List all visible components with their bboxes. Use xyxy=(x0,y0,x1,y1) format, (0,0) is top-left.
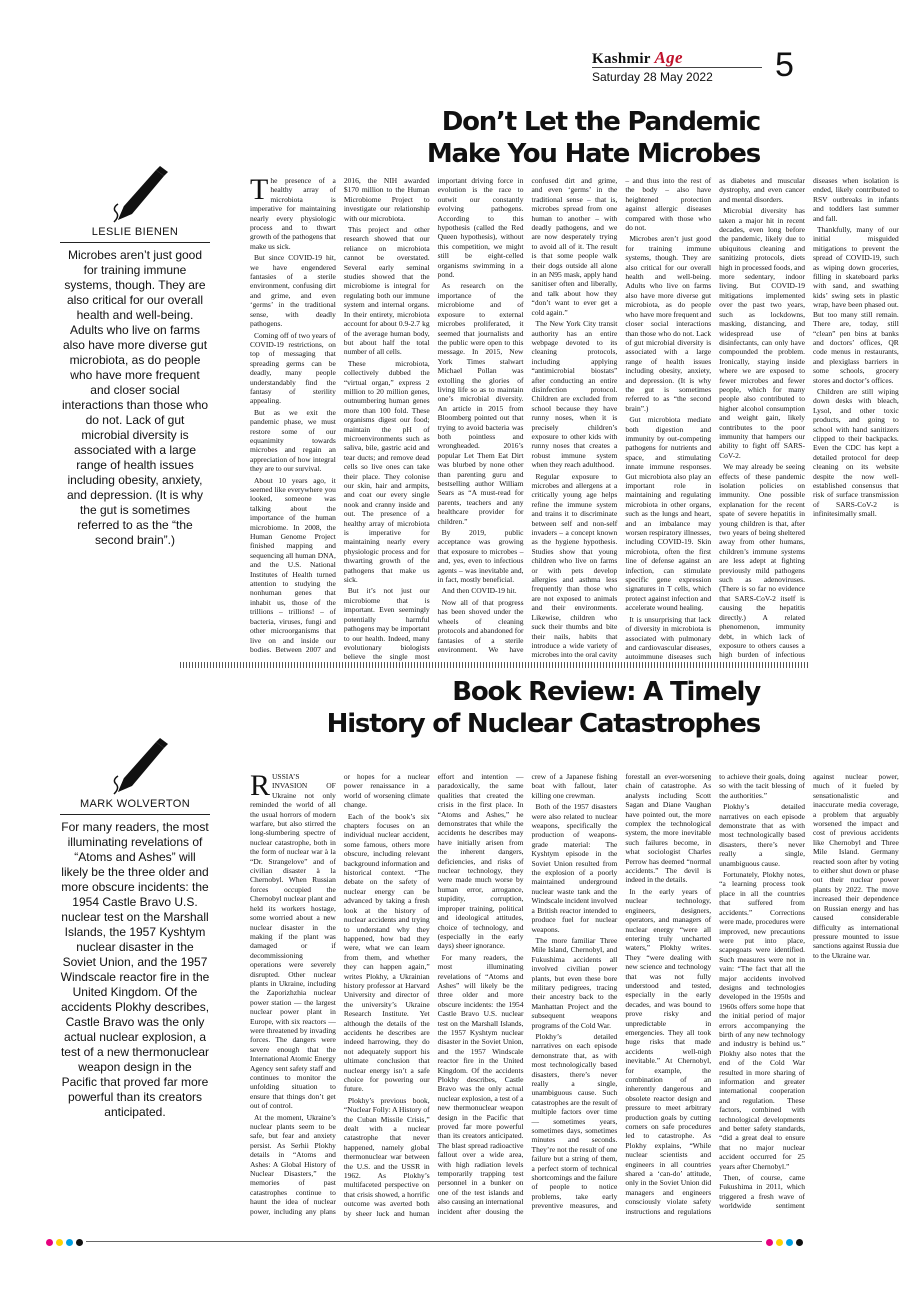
article2-headline-line1: Book Review: A Timely xyxy=(452,677,760,707)
body-paragraph: Children are still wiping down desks with bleach, Lysol, and other toxic products, and going to school with hand sanitizers clipped to their backpacks. Even the CDC has kept a detailed protocol for deep cleaning on its website despite the now well-established consensus that risk of surface transmission of SARS-CoV-2 is infinitesimally small. xyxy=(812,386,899,519)
article2-author-rule xyxy=(60,814,210,815)
article2-body xyxy=(250,769,899,1220)
body-paragraph: This project and other research showed that our reliance on microbiota cannot be overstated. Several early seminal studies showed that the microbiome is integral for regulating both our immune system and internal organs. In their entirety, microbiota account for about 0.9-2.7 kg of the average human body, but about half the total number of all cells. xyxy=(343,225,430,357)
color-dot xyxy=(56,1239,63,1246)
body-paragraph: Both of the 1957 disasters were also related to nuclear weapons, specifically the production of weapons-grade material: The Kyshtym episode in the Soviet Union resulted from the explosion of a poorly maintained underground nuclear waste tank and the Windscale incident involved a British reactor intended to produce fuel for nuclear weapons. xyxy=(531,802,618,934)
body-paragraph: Microbial diversity has taken a major hit in recent decades, even long before the pandemic, likely due to ubiquitous cleaning and sanitizing protocols, diets high in processed foods, and more sedentary, indoor living. But COVID-19 mitigations implemented over the past two years, such as lockdowns, masking, distancing, and widespread use of disinfectants, can only have compounded the problem. Ironically, staying inside where we are exposed to fewer microbes and fewer people, which for many people also contributed to higher alcohol consumption and weight gain, likely contributes to the poor immunity that hampers our ability to fight off SARS-CoV-2. xyxy=(719,206,805,460)
article2-author: MARK WOLVERTON xyxy=(79,798,191,810)
masthead xyxy=(592,48,802,84)
body-paragraph: The more familiar Three Mile Island, Chernobyl, and Fukushima accidents all involved civilian power plants, but even these bore military pedigrees, tracing their ancestry back to the Manhattan Project and the subsequent weapons programs of the Cold War. xyxy=(531,935,618,1030)
footer-rule xyxy=(86,1241,762,1242)
color-dot xyxy=(766,1239,773,1246)
body-paragraph: But it’s not just our microbiome that is important. Even seemingly potentially harmful pathogens may be important to our health. Indeed, many evolutionary biologists believe the single most important driving force in evolution is the race to outwit our constantly evolving pathogens. According to this hypothesis (called the Red Queen hypothesis), without this competition, we might still be eight-celled organisms swimming in a pond. xyxy=(343,176,524,662)
body-paragraph: Microbes aren’t just good for training immune systems, though. They are also critical for our overall health and well-being. Adults who live on farms also have more diverse gut microbiota, as do people who have more frequent and closer social interactions than those who do not. Lack of gut microbial diversity is associated with a large range of health issues including obesity, anxiety, and depression. (It is why the gut is sometimes referred to as “the second brain”.) xyxy=(625,234,712,413)
color-dot xyxy=(786,1239,793,1246)
article2-headline xyxy=(240,676,760,740)
article1-headline-line2: Make You Hate Microbes xyxy=(426,139,760,169)
body-paragraph: But as we exit the pandemic phase, we must restore some of our equanimity towards microbes and regain an appreciation of how integral they are to our survival. xyxy=(250,407,336,474)
article1-headline-line1: Don’t Let the Pandemic xyxy=(441,107,760,137)
body-paragraph: By 2019, public acceptance was growing that exposure to microbes – and, yes, even to infectious agents – was inevitable and, in fact, mostly beneficial. xyxy=(437,528,524,585)
color-dot xyxy=(776,1239,783,1246)
article1-author-rule xyxy=(60,242,210,243)
body-paragraph: Plokhy’s detailed narratives on each episode demonstrate that, as with most technologically based disasters, there’s never really a single, unambiguous cause. Such catastrophes are the result of multiple factors over time — sometimes years, sometimes days, sometimes minutes and seconds. They’re not the result of one failure but a string of them, a perfect storm of technical shortcomings and the failure of people to notice problems, take early preventive measures, and forestall an ever-worsening chain of catastrophe. As analysts including Scott Sagan and Diane Vaughan have pointed out, the more complex the technological system, the more inevitable such failures become, in what sociologist Charles Perrow has deemed “normal accidents.” The devil is indeed in the details. xyxy=(531,772,712,1211)
brand-main: Kashmir xyxy=(592,51,655,67)
article1-headline xyxy=(240,106,760,170)
section-divider xyxy=(180,662,808,668)
body-paragraph: We may already be seeing effects of these pandemic isolation policies on immunity. One possible explanation for the recent spate of severe hepatitis in young children is that, after two years of being sheltered away from other humans, children’s immune systems are less adept at fighting previously mild pathogens such as adenoviruses. (There is so far no evidence that SARS-CoV-2 itself is causing the hepatitis directly.) A related phenomenon, immunity debt, in which lack of exposure to others causes a high burden of infectious diseases when isolation is ended, likely contributed to RSV outbreaks in infants and toddlers last summer and fall. xyxy=(719,176,899,660)
body-paragraph: Gut microbiota mediate both digestion and immunity by out-competing pathogens for nutrients and space, and stimulating innate immune responses. Gut microbiota also play an important role in maintaining and regulating microbiota in other organs, such as the lungs and heart, and an imbalance may worsen respiratory illnesses, including COVID-19. Skin microbiota, often the first line of defense against an infection, can stimulate specific gene expression signatures in T cells, which protect against infection and accelerate wound healing. xyxy=(625,415,712,613)
body-paragraph: It is unsurprising that lack of diversity in microbiota is associated with pulmonary and cardiovascular diseases, autoimmune diseases such as diabetes and muscular dystrophy, and even cancer and mental disorders. xyxy=(625,176,805,662)
color-dot xyxy=(46,1239,53,1246)
page-number: 5 xyxy=(775,46,794,84)
body-paragraph: Fortunately, Plokhy notes, “a learning process took place in all the countries that suffered from accidents.” Corrections were made, procedures were improved, new precautions were put into place, scapegoats were identified. Such measures were not in vain: “The fact that all the major accidents involved designs and technologies developed in the 1950s and 1960s offers some hope that the initial period of major errors accompanying the birth of any new technology and industry is behind us.” Plokhy also notes that the end of the Cold War resulted in more sharing of information and greater international cooperation and regulation. These factors, combined with technological developments and better safety standards, “did a great deal to ensure that no major nuclear accident occurred for 25 years after Chernobyl.” xyxy=(719,870,805,1171)
body-paragraph: These microbiota, collectively dubbed the “virtual organ,” express 2 million to 20 million genes, outnumbering human genes more than 100 fold. These organisms digest our food; maintain the pH of microenvironments such as saliva, bile, gastric acid and tear ducts; and remove dead cells so live ones can take their place. They colonise our skin, hair and armpits, and coat our every single nook and cranny inside and out. The presence of a healthy array of microbiota is imperative for maintaining nearly every physiologic process and for thwarting growth of the pathogens that make us sick. xyxy=(343,358,430,585)
article2-pull-quote: For many readers, the most illuminating revelations of “Atoms and Ashes” will likely be the three older and more obscure incidents: the 1954 Castle Bravo U.S. nuclear test on the Marshall Islands, the 1957 Kyshtym nuclear disaster in the Soviet Union, and the 1957 Windscale reactor fire in the United Kingdom. Of the accidents Plokhy describes, Castle Bravo was the only actual nuclear explosion, a test of a new thermonuclear weapon design in the Pacific that proved far more powerful than its creators anticipated. xyxy=(60,820,210,1119)
pen-icon xyxy=(110,162,170,224)
body-paragraph: Coming off of two years of COVID-19 restrictions, on top of messaging that spreading germs can be deadly, many people understandably find the fantasy of sterility appealing. xyxy=(250,330,336,406)
newspaper-name xyxy=(592,48,683,68)
color-dot xyxy=(66,1239,73,1246)
issue-date: Saturday 28 May 2022 xyxy=(592,70,713,84)
body-paragraph: At the moment, Ukraine’s nuclear plants seem to be safe, but fear and anxiety persist. As Serhii Plokhy details in “Atoms and Ashes: A Global History of Nuclear Disasters,” the memories of past catastrophes continue to haunt the idea of nuclear power, including any plans or hopes for a nuclear power renaissance in a world of worsening climate change. xyxy=(250,772,430,1216)
body-paragraph: Now all of that progress has been shoved under the wheels of cleaning protocols and abandoned for fantasies of a sterile environment. We have confused dirt and grime, and even ‘germs’ in the traditional sense – that is, microbes spread from one human to another – with deadly pathogens, and we are now desperately trying to avoid all of it. The result is that some people walk their dogs outside all alone in an N95 mask, apply hand sanitiser often and liberally, and talk about how they “don’t want to ever get a cold again.” xyxy=(437,176,618,654)
color-dot xyxy=(796,1239,803,1246)
body-paragraph: The presence of a healthy array of microbiota is imperative for maintaining nearly every physiologic process and to thwart growth of the pathogens that make us sick. xyxy=(250,173,336,251)
pen-icon xyxy=(110,734,170,796)
body-paragraph: Plokhy’s detailed narratives on each episode demonstrate that as with most technologically based disasters, there’s never really a single, unambiguous cause. xyxy=(719,802,805,868)
body-paragraph: Then, of course, came Fukushima in 2011, which triggered a fresh wave of worldwide sentiment against nuclear power, much of it fueled by sensationalistic and inaccurate media coverage, a problem that arguably worsened the impact and cost of previous accidents like Chernobyl and Three Mile Island. Germany reacted soon after by voting to either shut down or phase out their nuclear power plants by 2022. The move increased their dependence on Russian energy and has caused considerable difficulty as international pressure mounted to issue sanctions against Russia due to the Ukraine war. xyxy=(719,772,899,1211)
color-registration-dots-right xyxy=(766,1238,803,1246)
article1-body xyxy=(250,173,899,662)
body-paragraph: And then COVID-19 hit. xyxy=(441,586,517,596)
article1-author: LESLIE BIENEN xyxy=(91,226,179,238)
article1-pull-quote: Microbes aren’t just good for training immune systems, though. They are also critical for our overall health and well-being. Adults who live on farms also have more diverse gut microbiota, as do people who have more frequent and closer social interactions than those who do not. Lack of gut microbial diversity is associated with a large range of health issues including obesity, anxiety, and depression. (It is why the gut is sometimes referred to as the “the second brain”.) xyxy=(61,248,209,547)
color-dot xyxy=(76,1239,83,1246)
body-paragraph: About 10 years ago, it seemed like everywhere you looked, someone was talking about the importance of the human microbiome. In 2008, the Human Genome Project finished mapping and sequencing all human DNA, and the U.S. National Institutes of Health turned attention to studying the nonhuman genes that inhabit us, those of the trillions – trillions! – of bacteria, viruses, fungi and other microorganisms that live on and inside our bodies. Between 2007 and 2016, the NIH awarded $170 million to the Human Microbiome Project to investigate our relationship with our microbiota. xyxy=(250,176,430,654)
article2-headline-line2: History of Nuclear Catastrophes xyxy=(326,709,760,739)
masthead-rule xyxy=(592,67,762,68)
brand-accent: Age xyxy=(654,48,683,67)
body-paragraph: As research on the importance of the microbiome and of exposure to external microbes proliferated, it seemed that journalists and the public were open to this message. In 2015, New York Times stalwart Michael Pollan was extolling the glories of living life so as to maintain one’s microbial diversity. An article in 2015 from Bloomberg pointed out that trying to avoid bacteria was both pointless and wrongheaded. 2016’s popular Let Them Eat Dirt was blurbed by none other than parenting guru and bestselling author William Sears as “A must-read for parents, teachers and any healthcare provider for children.” xyxy=(437,281,524,526)
body-paragraph: But since COVID-19 hit, we have engendered fantasies of a sterile environment, confusing dirt and grime, and even ‘germs’ in the traditional sense, with deadly pathogens. xyxy=(250,253,336,329)
body-paragraph: RUSSIA’S INVASION OF Ukraine not only reminded the world of all the usual horrors of modern warfare, but also stirred the long-slumbering spectre of nuclear catastrophe, both in the form of nuclear war à la “Dr. Strangelove” and of civilian disaster à la Chernobyl. When Russian forces occupied the Chernobyl nuclear plant and held its workers hostage, some worried about a new nuclear disaster in the making if the plant was damaged or if decommissioning operations were severely disrupted. Other nuclear plants in Ukraine, including the Zaporizhzhia nuclear power station — the largest nuclear power plant in Europe, with six reactors — were threatened by invading forces. The dangers were severe enough that the International Atomic Energy Agency sent safety staff and continues to monitor the unfolding situation to ensure that things don’t get out of control. xyxy=(250,769,336,1111)
body-paragraph: Each of the book’s six chapters focuses on an individual nuclear accident, some famous, others more obscure, including relevant background information and historical context. “The debate on the safety of nuclear energy can be advanced by taking a fresh look at the history of nuclear accidents and trying to understand why they happened, how bad they were, what we can learn from them, and whether they can happen again,” writes Plokhy, a Ukrainian history professor at Harvard University and director of the university’s Ukraine Research Institute. Yet although the details of the accidents he describes are indeed harrowing, they do not adequately support his ultimate conclusion that nuclear energy isn’t a safe choice for powering our future. xyxy=(343,811,430,1094)
body-paragraph: In the early years of nuclear technology, engineers, designers, operators, and managers of nuclear energy “were all entering truly uncharted waters,” Plokhy writes. They “were dealing with new science and technology that was not fully understood and tested, especially in the early decades, and was bound to prove risky and unpredictable in emergencies. They all took huge risks that made accidents well-nigh inevitable.” At Chernobyl, for example, the combination of an inherently dangerous and obsolete reactor design and pressure to meet arbitrary production goals by cutting corners on safe procedures led to catastrophe. As Plokhy explains, “While nuclear scientists and engineers in all countries shared a ‘can-do’ attitude, only in the Soviet Union did managers and engineers consciously violate safety instructions and regulations to achieve their goals, doing so with the tacit blessing of the authorities.” xyxy=(625,772,805,1216)
body-paragraph: Thankfully, many of our initial misguided mitigations to prevent the spread of COVID-19, such as wiping down groceries, filling in skateboard parks with sand, and swathing kids’ swing sets in plastic wrap, have been phased out. But too many still remain. There are, today, still “clean” pen bins at banks and doctors’ offices, QR code menus in restaurants, and plexiglass barriers in some schools, grocery stores and doctor’s offices. xyxy=(812,225,899,385)
body-paragraph: Regular exposure to microbes and allergens at a critically young age helps refine the immune system and trains it to discriminate between self and non-self invaders – a concept known as the hygiene hypothesis. Studies show that young children who live on farms or with pets develop allergies and asthma less frequently than those who are not exposed to animals and their environments. Likewise, children who suck their thumbs and bite their nails, habits that introduce a wide variety of microbes into the oral cavity – and thus into the rest of the body – also have heightened protection against allergic diseases compared with those who do not. xyxy=(531,176,712,660)
color-registration-dots-left xyxy=(46,1238,83,1246)
body-paragraph: For many readers, the most illuminating revelations of “Atoms and Ashes” will likely be the three older and more obscure incidents: the 1954 Castle Bravo U.S. nuclear test on the Marshall Islands, the 1957 Kyshtym nuclear disaster in the Soviet Union, and the 1957 Windscale reactor fire in the United Kingdom. Of the accidents Plokhy describes, Castle Bravo was the only actual nuclear explosion, a test of a new thermonuclear weapon design in the Pacific that proved far more powerful than its creators anticipated. The blast spread radioactive fallout over a wide area, with high radiation levels temporarily trapping test personnel in a bunker on one of the test islands and also causing an international incident after dousing the crew of a Japanese fishing boat with fallout, later killing one crewman. xyxy=(437,772,618,1216)
body-paragraph: Plokhy’s previous book, “Nuclear Folly: A History of the Cuban Missile Crisis,” dealt with a nuclear catastrophe that never happened, namely global thermonuclear war between the U.S. and the USSR in 1962. As Plokhy’s multifaceted perspective on that crisis showed, a horrific outcome was averted both by sheer luck and human effort and intention — paradoxically, the same qualities that created the crisis in the first place. In “Atoms and Ashes,” he demonstrates that while the accidents he describes may have initially arisen from the inherent dangers, deficiencies, and risks of nuclear technology, they were made much worse by human error, arrogance, stupidity, corruption, improper training, political and ideological attitudes, choice of technology, and (especially in the early days) sheer ignorance. xyxy=(343,772,524,1218)
body-paragraph: The New York City transit authority has an entire webpage devoted to its cleaning protocols, including applying “antimicrobial biostats” after conducting an entire disinfection protocol. Children are excluded from school because they have runny noses, when it is precisely children’s exposure to other kids with runny noses that creates a robust immune system when they reach adulthood. xyxy=(531,319,618,470)
